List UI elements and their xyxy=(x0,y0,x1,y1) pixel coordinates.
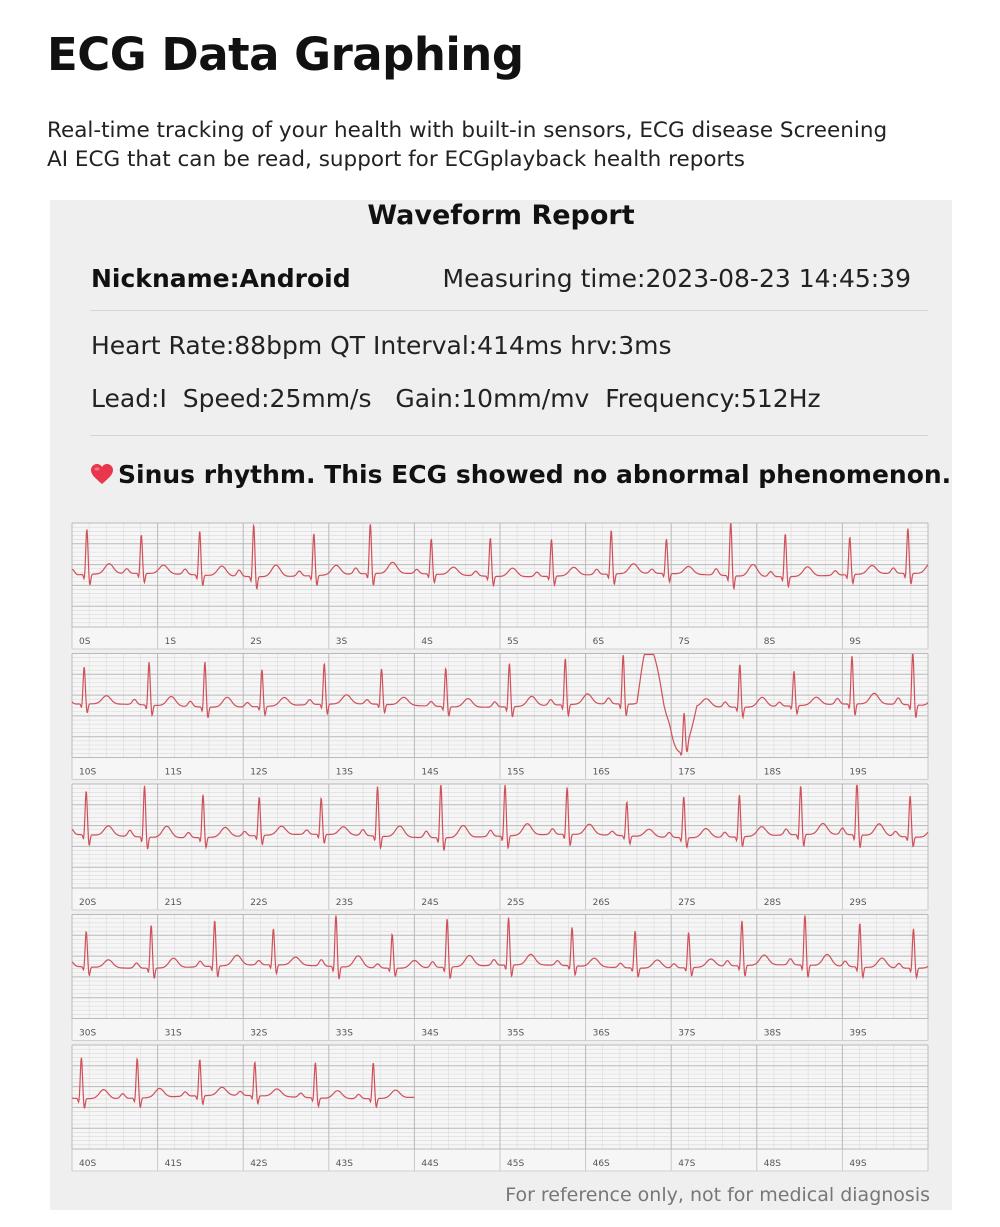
time-tick-label: 20S xyxy=(79,898,97,908)
ecg-strip xyxy=(72,1045,928,1171)
time-tick-label: 11S xyxy=(164,767,182,778)
disclaimer: For reference only, not for medical diagnosis xyxy=(505,1184,930,1206)
time-tick-label: 49S xyxy=(849,1159,867,1169)
time-tick-label: 18S xyxy=(763,767,781,778)
time-tick-label: 21S xyxy=(164,898,182,908)
time-tick-label: 48S xyxy=(763,1159,781,1169)
time-tick-label: 32S xyxy=(250,1028,268,1039)
time-tick-label: 37S xyxy=(678,1028,696,1039)
time-tick-label: 24S xyxy=(421,898,439,908)
time-tick-label: 13S xyxy=(335,767,353,778)
time-tick-label: 26S xyxy=(592,898,610,908)
time-tick-label: 1S xyxy=(164,637,177,647)
waveform-report-card xyxy=(50,200,952,1210)
time-tick-label: 25S xyxy=(507,898,525,908)
ecg-strip xyxy=(72,654,928,780)
page-subtitle xyxy=(47,116,947,174)
time-tick-label: 46S xyxy=(592,1159,610,1169)
divider xyxy=(90,310,928,311)
ecg-strip xyxy=(72,523,928,649)
time-tick-label: 6S xyxy=(592,637,605,647)
time-tick-label: 9S xyxy=(849,637,861,647)
diagnosis-text: Sinus rhythm. This ECG showed no abnormal phenomenon. xyxy=(118,460,952,489)
diagnosis-result xyxy=(90,460,951,489)
time-tick-label: 44S xyxy=(421,1159,439,1169)
time-tick-label: 3S xyxy=(335,637,348,647)
time-tick-label: 17S xyxy=(678,767,696,778)
time-tick-label: 39S xyxy=(849,1028,867,1039)
time-tick-label: 27S xyxy=(678,898,696,908)
page-title: ECG Data Graphing xyxy=(47,28,524,81)
time-tick-label: 31S xyxy=(164,1028,182,1039)
ecg-strips xyxy=(72,520,930,1169)
time-tick-label: 4S xyxy=(421,637,433,647)
divider xyxy=(90,435,928,436)
vitals-line: Heart Rate:88bpm QT Interval:414ms hrv:3ms xyxy=(91,331,672,360)
nickname: Nickname:Android xyxy=(91,264,351,293)
time-tick-label: 33S xyxy=(335,1028,353,1039)
time-tick-label: 41S xyxy=(164,1159,182,1169)
time-tick-label: 29S xyxy=(849,898,867,908)
time-tick-label: 2S xyxy=(250,637,262,647)
settings-line: Lead:I Speed:25mm/s Gain:10mm/mv Frequency:512Hz xyxy=(91,384,821,413)
time-tick-label: 19S xyxy=(849,767,867,778)
time-tick-label: 14S xyxy=(421,767,439,778)
time-tick-label: 28S xyxy=(763,898,781,908)
time-tick-label: 30S xyxy=(79,1028,97,1039)
time-tick-label: 16S xyxy=(592,767,610,778)
time-tick-label: 8S xyxy=(763,637,776,647)
time-tick-label: 45S xyxy=(507,1159,525,1169)
measuring-time: Measuring time:2023-08-23 14:45:39 xyxy=(442,264,911,293)
time-tick-label: 15S xyxy=(507,767,525,778)
time-tick-label: 38S xyxy=(763,1028,781,1039)
time-tick-label: 40S xyxy=(79,1159,97,1169)
heart-icon xyxy=(90,463,114,485)
ecg-strip xyxy=(72,784,928,910)
time-tick-label: 36S xyxy=(592,1028,610,1039)
subtitle-line-1: Real-time tracking of your health with built-in sensors, ECG disease Screening xyxy=(47,118,888,143)
time-tick-label: 34S xyxy=(421,1028,439,1039)
time-tick-label: 43S xyxy=(335,1159,353,1169)
time-tick-label: 7S xyxy=(678,637,690,647)
time-tick-label: 10S xyxy=(79,767,97,778)
time-tick-label: 0S xyxy=(79,637,91,647)
time-tick-label: 5S xyxy=(507,637,519,647)
time-tick-label: 42S xyxy=(250,1159,268,1169)
subtitle-line-2: AI ECG that can be read, support for ECGplayback health reports xyxy=(47,147,745,172)
time-tick-label: 22S xyxy=(250,898,268,908)
time-tick-label: 47S xyxy=(678,1159,696,1169)
time-tick-label: 12S xyxy=(250,767,268,778)
ecg-strip xyxy=(72,915,928,1041)
time-tick-label: 23S xyxy=(335,898,353,908)
time-tick-label: 35S xyxy=(507,1028,525,1039)
report-title: Waveform Report xyxy=(367,200,635,231)
